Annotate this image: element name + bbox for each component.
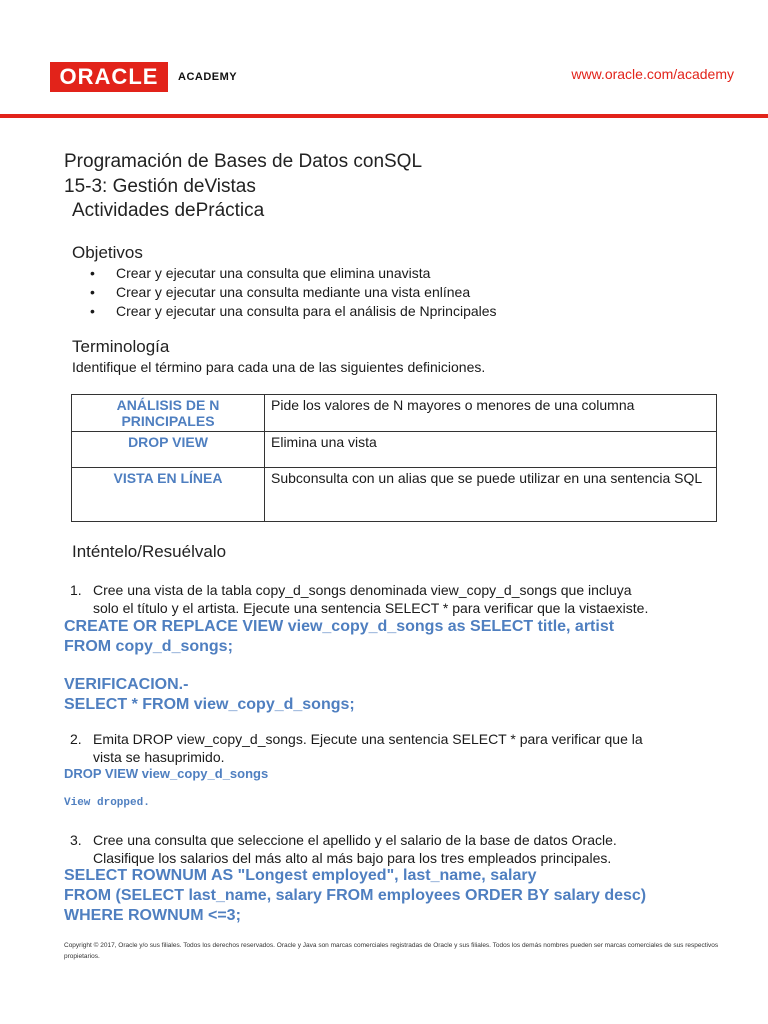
query-output: View dropped. xyxy=(64,797,150,809)
table-row xyxy=(72,432,717,468)
term-cell: ANÁLISIS DE N PRINCIPALES xyxy=(72,395,265,432)
course-title: Programación de Bases de Datos conSQL xyxy=(64,151,423,172)
activities-title: Actividades dePráctica xyxy=(72,200,265,221)
terminology-heading: Terminología xyxy=(72,337,170,356)
list-item: • Crear y ejecutar una consulta mediante una vista enlínea xyxy=(90,284,471,300)
term-cell: VISTA EN LÍNEA xyxy=(72,468,265,522)
academy-label: ACADEMY xyxy=(178,71,238,83)
academy-url-link[interactable]: www.oracle.com/academy xyxy=(571,66,734,82)
step-number: 3. xyxy=(70,832,82,848)
header-divider xyxy=(0,114,768,118)
terminology-intro: Identifique el término para cada una de las siguientes definiciones. xyxy=(72,359,486,375)
practice-heading: Inténtelo/Resuélvalo xyxy=(72,542,227,561)
answer-code: FROM copy_d_songs; xyxy=(64,638,233,655)
step-number: 2. xyxy=(70,731,82,747)
objectives-heading: Objetivos xyxy=(72,243,143,262)
step-number: 1. xyxy=(70,582,82,598)
step-text-line2: Clasifique los salarios del más alto al más bajo para los tres empleados principales. xyxy=(93,850,612,866)
definition-cell: Pide los valores de N mayores o menores de una columna xyxy=(265,395,717,432)
answer-code: DROP VIEW view_copy_d_songs xyxy=(64,766,269,781)
terminology-table xyxy=(71,394,717,522)
step-text-line2: vista se hasuprimido. xyxy=(93,749,225,765)
term-cell: DROP VIEW xyxy=(72,432,265,468)
bullet-icon: • xyxy=(90,303,95,319)
definition-cell: Elimina una vista xyxy=(265,432,717,468)
answer-code: VERIFICACION.- xyxy=(64,676,189,693)
answer-code: FROM (SELECT last_name, salary FROM employees ORDER BY salary desc) xyxy=(64,887,647,904)
list-item: • Crear y ejecutar una consulta que elimina unavista xyxy=(90,265,431,281)
answer-code: SELECT * FROM view_copy_d_songs; xyxy=(64,696,355,713)
table-row xyxy=(72,395,717,432)
step-text-line1: Cree una consulta que seleccione el apellido y el salario de la base de datos Oracle. xyxy=(93,832,617,848)
table-row xyxy=(72,468,717,522)
answer-code: WHERE ROWNUM <=3; xyxy=(64,907,241,924)
definition-cell: Subconsulta con un alias que se puede utilizar en una sentencia SQL xyxy=(265,468,717,522)
oracle-logo-text: ORACLE xyxy=(59,64,159,89)
objectives-list xyxy=(90,264,497,321)
bullet-icon: • xyxy=(90,284,95,300)
step-text-line2: solo el título y el artista. Ejecute una sentencia SELECT * para verificar que la vistaexiste. xyxy=(93,600,649,616)
oracle-logo xyxy=(50,62,168,92)
step-text-line1: Emita DROP view_copy_d_songs. Ejecute una sentencia SELECT * para verificar que la xyxy=(93,731,643,747)
copyright-footer: Copyright © 2017, Oracle y/o sus filiales. Todos los derechos reservados. Oracle y Java son marcas comerciales registradas de Oracle y sus filiales. Todos los demás nombres pueden ser marcas comerciales de sus respectivos propietarios. xyxy=(64,942,719,960)
answer-code: CREATE OR REPLACE VIEW view_copy_d_songs as SELECT title, artist xyxy=(64,618,615,635)
page-header xyxy=(0,0,768,118)
step-text-line1: Cree una vista de la tabla copy_d_songs denominada view_copy_d_songs que incluya xyxy=(93,582,632,598)
answer-code: SELECT ROWNUM AS "Longest employed", last_name, salary xyxy=(64,867,537,884)
list-item: • Crear y ejecutar una consulta para el análisis de Nprincipales xyxy=(90,303,497,319)
lesson-title: 15-3: Gestión deVistas xyxy=(64,176,256,197)
bullet-icon: • xyxy=(90,265,95,281)
